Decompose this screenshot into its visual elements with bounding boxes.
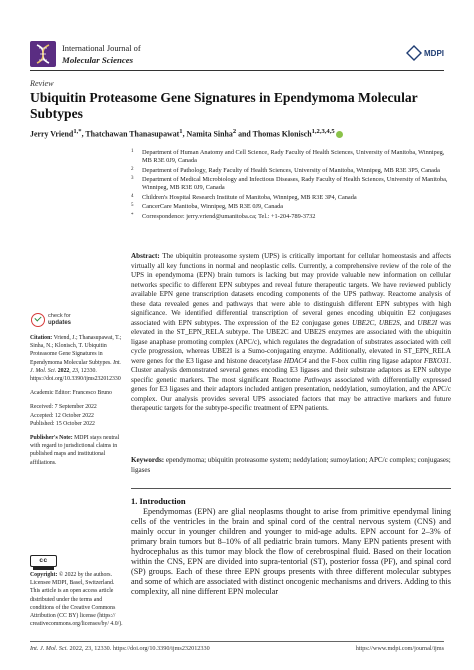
gene-name: UBE2C — [352, 318, 375, 327]
affiliation-number: 4 — [131, 193, 134, 199]
journal-name-line1: International Journal of — [62, 44, 141, 53]
copyright-label: Copyright: — [30, 572, 58, 578]
copyright-text: © 2022 by the authors. Licensee MDPI, Basel, Switzerland. This article is an open access article distributed under the terms and conditions of the Creative Commons Attribution (CC BY) license (https:// creativecommons.org/licenses/by/ 4.0/). — [30, 572, 123, 628]
check-updates-line2: updates — [48, 319, 72, 326]
footer-journal-url[interactable]: https://www.mdpi.com/journal/ijms — [355, 645, 444, 652]
editor-label: Academic Editor: — [30, 390, 72, 397]
published-date: Published: 15 October 2022 — [30, 420, 95, 427]
publication-dates — [30, 403, 125, 428]
citation-text: Vriend, J.; Thanasupawat, T.; Sinha, N.; Klonisch, T. Ubiquitin Proteasome Gene Signatures in Ependymoma Molecular Subtypes. — [30, 335, 122, 366]
affiliation-item — [131, 203, 451, 211]
abstract-text: , and — [399, 318, 418, 327]
affiliation-item — [131, 194, 451, 202]
abstract-text: and the F-box cullin ring ligase adaptor — [306, 356, 424, 365]
journal-logo — [30, 41, 56, 67]
author-affiliation-ref: 1 — [179, 128, 183, 135]
citation-block: Citation: Vriend, J.; Thanasupawat, T.; Sinha, N.; Klonisch, T. Ubiquitin Proteasome Gene Signatures in Ependymoma Molecular Subtypes. Int. J. Mol. Sci. 2022, 23, 12330. https://doi.org/10.3390/ijms232012330 — [30, 335, 122, 383]
abstract-text: associated with differentially expressed genes for E3 ligases and their adaptors included antigen presentation, neddylation, sumoylation, and the APC/c complex. Our analysis provides several UPS associated factors that may be attractive markers and future therapeutic targets for the subtype-specific treatment of EPN patients. — [131, 375, 451, 413]
citation-journal: Int. J. Mol. Sci. — [30, 359, 121, 374]
abstract-text: The ubiquitin proteasome system (UPS) is critically important for cellular homeostasis and affects virtually all key functions in normal and neoplastic cells. Currently, a comprehensive review of the role of the UPS in ependymoma (EPN) brain tumors is lacking but may provide valuable new information on cellular networks specific to different EPN subtypes and reveal future therapeutic targets. We have reviewed publicly available EPN gene transcription datasets encoding components of the UPS pathway. Reactome analysis of these data revealed genes and pathways that were able to distinguish different EPN subtypes with high significance. We identified differential transcription of several genes encoding ubiquitin E2 conjugases associated with EPN subtypes. The expression of the E2 conjugase genes — [131, 252, 451, 327]
keywords-text: ependymoma; ubiquitin proteasome system; neddylation; sumoylation; APC/c complex; conjugases; ligases — [131, 456, 451, 474]
gene-name: UBE2I — [417, 318, 438, 327]
check-updates-icon — [31, 313, 45, 327]
author-affiliation-ref: 1,* — [73, 128, 82, 135]
check-for-updates-badge[interactable] — [31, 311, 71, 331]
received-date: Received: 7 September 2022 — [30, 404, 97, 411]
abstract-text: , — [374, 318, 379, 327]
publishers-note — [30, 434, 125, 467]
cc-by-bar — [33, 567, 54, 570]
publishers-note-text: MDPI stays neutral with regard to jurisdictional claims in published maps and institutional affiliations. — [30, 435, 120, 466]
author-name[interactable]: Thatchawan Thanasupawat — [85, 129, 180, 139]
affiliation-text: CancerCare Manitoba, Winnipeg, MB R3E 0J9, Canada — [142, 203, 284, 211]
abstract — [131, 252, 451, 414]
author-name[interactable]: Namita Sinha — [186, 129, 233, 139]
affiliation-number: 1 — [131, 149, 134, 154]
affiliation-text: Department of Pathology, Rady Faculty of Health Sciences, University of Manitoba, Winnipeg, MB R3E 3P5, Canada — [142, 166, 440, 174]
correspondence-item — [131, 213, 451, 221]
footer-doi-link[interactable]: 2022, 23, 12330. https://doi.org/10.3390/ijms232012330 — [67, 645, 210, 652]
abstract-text: . Cluster analysis demonstrated several genes encoding E3 ligases and their substrate adaptors as EPN subtype specific genetic markers. The most significant Reactome — [131, 356, 451, 384]
citation-label: Citation: — [30, 335, 53, 341]
mdpi-logo-icon[interactable] — [404, 43, 444, 63]
author-separator: and — [236, 129, 253, 139]
header-rule — [30, 70, 444, 71]
correspondence-text[interactable]: Correspondence: jerry.vriend@umanitoba.ca; Tel.: +1-204-789-3732 — [142, 212, 316, 220]
section-heading-introduction: 1. Introduction — [131, 496, 186, 506]
journal-name-line2: Molecular Sciences — [62, 54, 134, 65]
cc-label: cc — [39, 557, 48, 564]
footer-journal: Int. J. Mol. Sci. — [30, 645, 68, 652]
footer-rule — [30, 641, 444, 642]
gene-name: UBE2S — [378, 318, 400, 327]
journal-name — [62, 44, 141, 65]
affiliation-number: 3 — [131, 176, 134, 182]
author-separator: , — [182, 129, 187, 139]
author-list — [30, 128, 450, 139]
affiliation-number: 2 — [131, 166, 134, 172]
keywords-label: Keywords: — [131, 456, 165, 464]
abstract-label: Abstract: — [131, 252, 160, 260]
keywords-rule — [131, 488, 451, 489]
author-affiliation-ref: 1,2,3,4,5 — [311, 128, 335, 135]
citation-year: 2022 — [57, 367, 70, 374]
footer-citation — [30, 645, 210, 652]
publishers-note-label: Publisher's Note: — [30, 435, 73, 442]
citation-doi-link[interactable]: , 12330. https://doi.org/10.3390/ijms232012330 — [30, 367, 121, 383]
author-name[interactable]: Jerry Vriend — [30, 129, 74, 139]
accepted-date: Accepted: 12 October 2022 — [30, 412, 94, 419]
cc-by-license-icon[interactable] — [30, 555, 57, 567]
introduction-paragraph: Ependymomas (EPN) are glial neoplasms thought to arise from primitive ependymal lining cells of the ventricles in the brain and spinal cord of the central nervous system (CNS) and mainly occur in younger children and younger to mid-age adults. EPN account for 2–3% of primary brain tumors but 8–10% of all pediatric brain tumors. Many EPN patients present with hydrocephalus as this tumor may block the flow of cerebrospinal fluid. Based on their location within the CNS, EPN are divided into supra-tentorial (ST), posterior fossa (PF), and spinal cord (SP) groups. Each of these three EPN groups presents with three different molecular subtypes and some of which are associated with distinct oncogenic mechanisms and drivers. Adding to this complexity, all nine different EPN molecular — [131, 507, 451, 597]
check-updates-text — [48, 313, 71, 326]
dna-helix-icon — [30, 41, 56, 67]
citation-volume: 23 — [72, 367, 78, 374]
affiliation-item — [131, 149, 451, 165]
abstract-text: was elevated in the ST_EPN_RELA subtype. The UBE2C and UBE2S enzymes are associated with the ubiquitin ligase anaphase promoting complex (APC/c), which regulates the degradation of substrates associated with cell cycle progression, whereas UBE2I is a Sumo-conjugating enzyme. Additionally, elevated in ST_EPN_RELA were genes for the E3 ligase and histone deacetylase — [131, 318, 451, 365]
gene-name: HDAC4 — [283, 356, 307, 365]
affiliation-text: Children's Hospital Research Institute of Manitoba, Winnipeg, MB R3E 3P4, Canada — [142, 193, 357, 201]
author-separator: , — [81, 129, 86, 139]
article-type: Review — [30, 79, 54, 88]
affiliation-number: * — [131, 212, 134, 218]
gene-name: FBXO31 — [424, 356, 450, 365]
keywords — [131, 456, 451, 475]
affiliation-item — [131, 176, 451, 192]
affiliation-text: Department of Human Anatomy and Cell Science, Rady Faculty of Health Sciences, University of Manitoba, Winnipeg, MB R3E 0J9, Canada — [142, 149, 445, 165]
editor-name: Francesco Bruno — [72, 390, 112, 397]
check-updates-line1: check for — [48, 313, 71, 319]
author-name[interactable]: Thomas Klonisch — [252, 129, 312, 139]
academic-editor — [30, 389, 125, 397]
affiliation-item — [131, 167, 451, 175]
mdpi-logo-text: MDPI — [424, 49, 444, 58]
affiliations-list — [131, 149, 451, 222]
orcid-icon[interactable] — [336, 131, 343, 138]
article-title: Ubiquitin Proteasome Gene Signatures in Ependymoma Molecular Subtypes — [30, 90, 418, 121]
copyright-block — [30, 571, 125, 628]
sidebar-metadata — [30, 334, 125, 473]
author-affiliation-ref: 2 — [232, 128, 237, 135]
pathway-term: Pathways — [303, 375, 332, 384]
affiliation-number: 5 — [131, 203, 134, 209]
affiliation-text: Department of Medical Microbiology and Infectious Diseases, Rady Faculty of Health Sciences, University of Manitoba, Winnipeg, MB R3E 0J9, Canada — [142, 176, 448, 192]
